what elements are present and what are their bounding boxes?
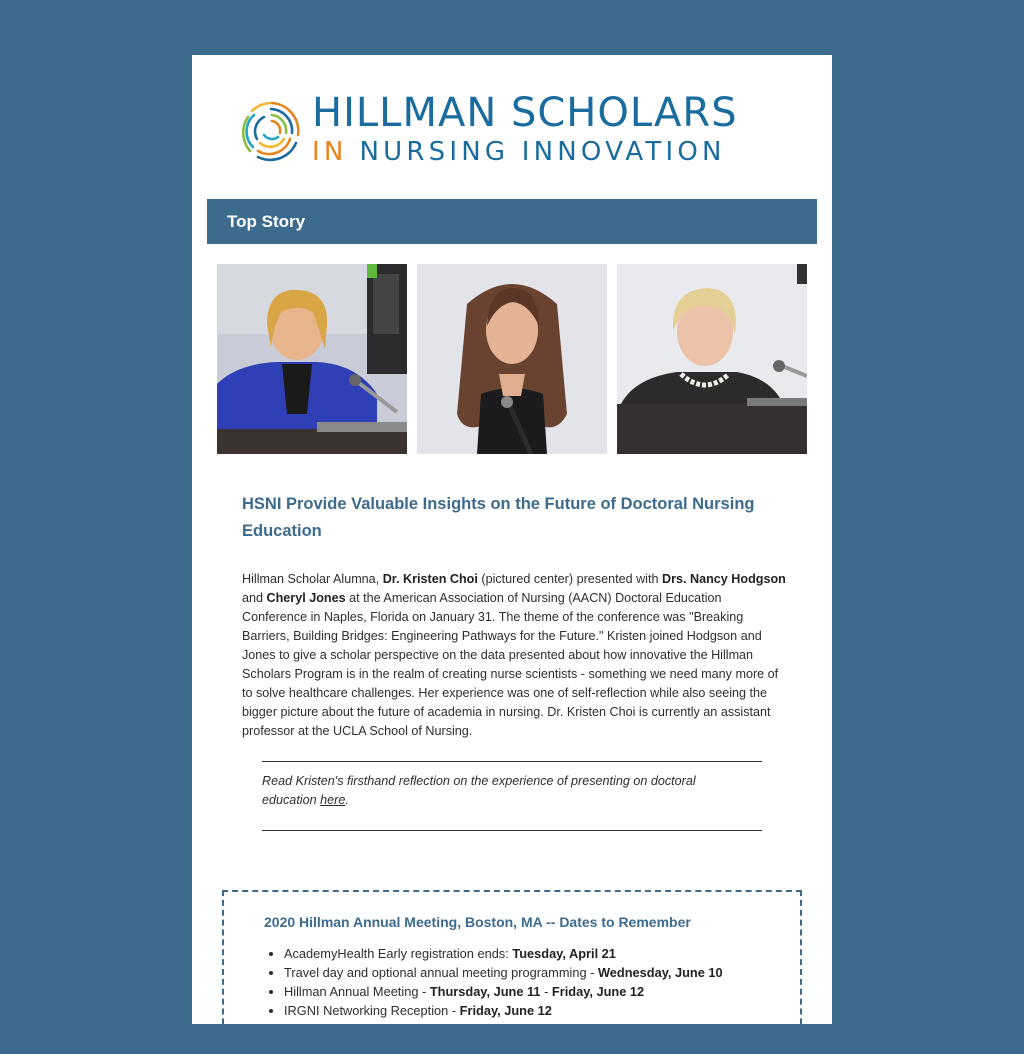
dates-to-remember-box — [222, 890, 802, 1054]
swirl-logo-icon — [236, 95, 306, 167]
logo-subtitle-rest: NURSING INNOVATION — [359, 137, 726, 167]
newsletter-card — [192, 55, 832, 1024]
date-item-separator: - — [540, 984, 552, 999]
body-text-4: at the American Association of Nursing (AACN) Doctoral Education Conference in Naples, Florida on January 31. The theme of the conference was "Breaking Barriers, Building Bridges: Engineering Pathways for the Future." Kristen joined Hodgson and Jones to give a scholar perspective on the data presented about how innovative the Hillman Scholars Program is in the realm of creating nurse scientists - something we need many more of to solve healthcare challenges. Her experience was one of self-reflection while also seeing the bigger picture about the future of academia in nursing. Dr. Kristen Choi is currently an assistant professor at the UCLA School of Nursing. — [242, 591, 779, 738]
logo-subtitle — [312, 137, 726, 167]
here-link[interactable]: here — [320, 793, 346, 807]
date-item-label: Hillman Annual Meeting - — [284, 984, 430, 999]
quote-end: . — [345, 793, 349, 807]
photo-speaker-right — [617, 264, 807, 454]
list-item — [284, 1001, 723, 1020]
date-item-date: Wednesday, June 10 — [597, 965, 723, 980]
body-text-3: and — [242, 591, 267, 605]
body-name-jones: Cheryl Jones — [266, 591, 346, 605]
quote-text: Read Kristen's firsthand reflection on the experience of presenting on doctoral education — [262, 774, 696, 807]
reflection-quote — [262, 772, 752, 810]
date-item-label: Travel day and optional annual meeting programming - — [284, 965, 598, 980]
quote-divider-bottom — [262, 830, 762, 831]
logo-subtitle-in: IN — [312, 137, 348, 167]
date-item-label: AcademyHealth Early registration ends: — [284, 946, 513, 961]
article-body — [242, 570, 787, 741]
article-headline: HSNI Provide Valuable Insights on the Future of Doctoral Nursing Education — [242, 495, 755, 540]
hillman-logo — [236, 91, 792, 171]
dates-title: 2020 Hillman Annual Meeting, Boston, MA -- Dates to Remember — [264, 914, 691, 930]
top-story-header — [207, 199, 817, 244]
dates-list — [264, 944, 723, 1020]
list-item — [284, 944, 723, 963]
body-name-choi: Dr. Kristen Choi — [382, 572, 478, 586]
quote-divider-top — [262, 761, 762, 762]
photo-speaker-left — [217, 264, 407, 454]
date-item-date: Thursday, June 11 — [429, 984, 541, 999]
section-header-label: Top Story — [227, 212, 306, 231]
date-item-date: Tuesday, April 21 — [512, 946, 616, 961]
date-item-date: Friday, June 12 — [459, 1003, 552, 1018]
logo-title: HILLMAN SCHOLARS — [312, 90, 738, 136]
date-item-label: IRGNI Networking Reception - — [284, 1003, 460, 1018]
list-item — [284, 963, 723, 982]
body-text-2: (pictured center) presented with — [477, 572, 662, 586]
body-text-1: Hillman Scholar Alumna, — [242, 572, 383, 586]
photo-speaker-center — [417, 264, 607, 454]
date-item-date-end: Friday, June 12 — [551, 984, 645, 999]
list-item — [284, 982, 723, 1001]
body-name-hodgson: Drs. Nancy Hodgson — [661, 572, 786, 586]
